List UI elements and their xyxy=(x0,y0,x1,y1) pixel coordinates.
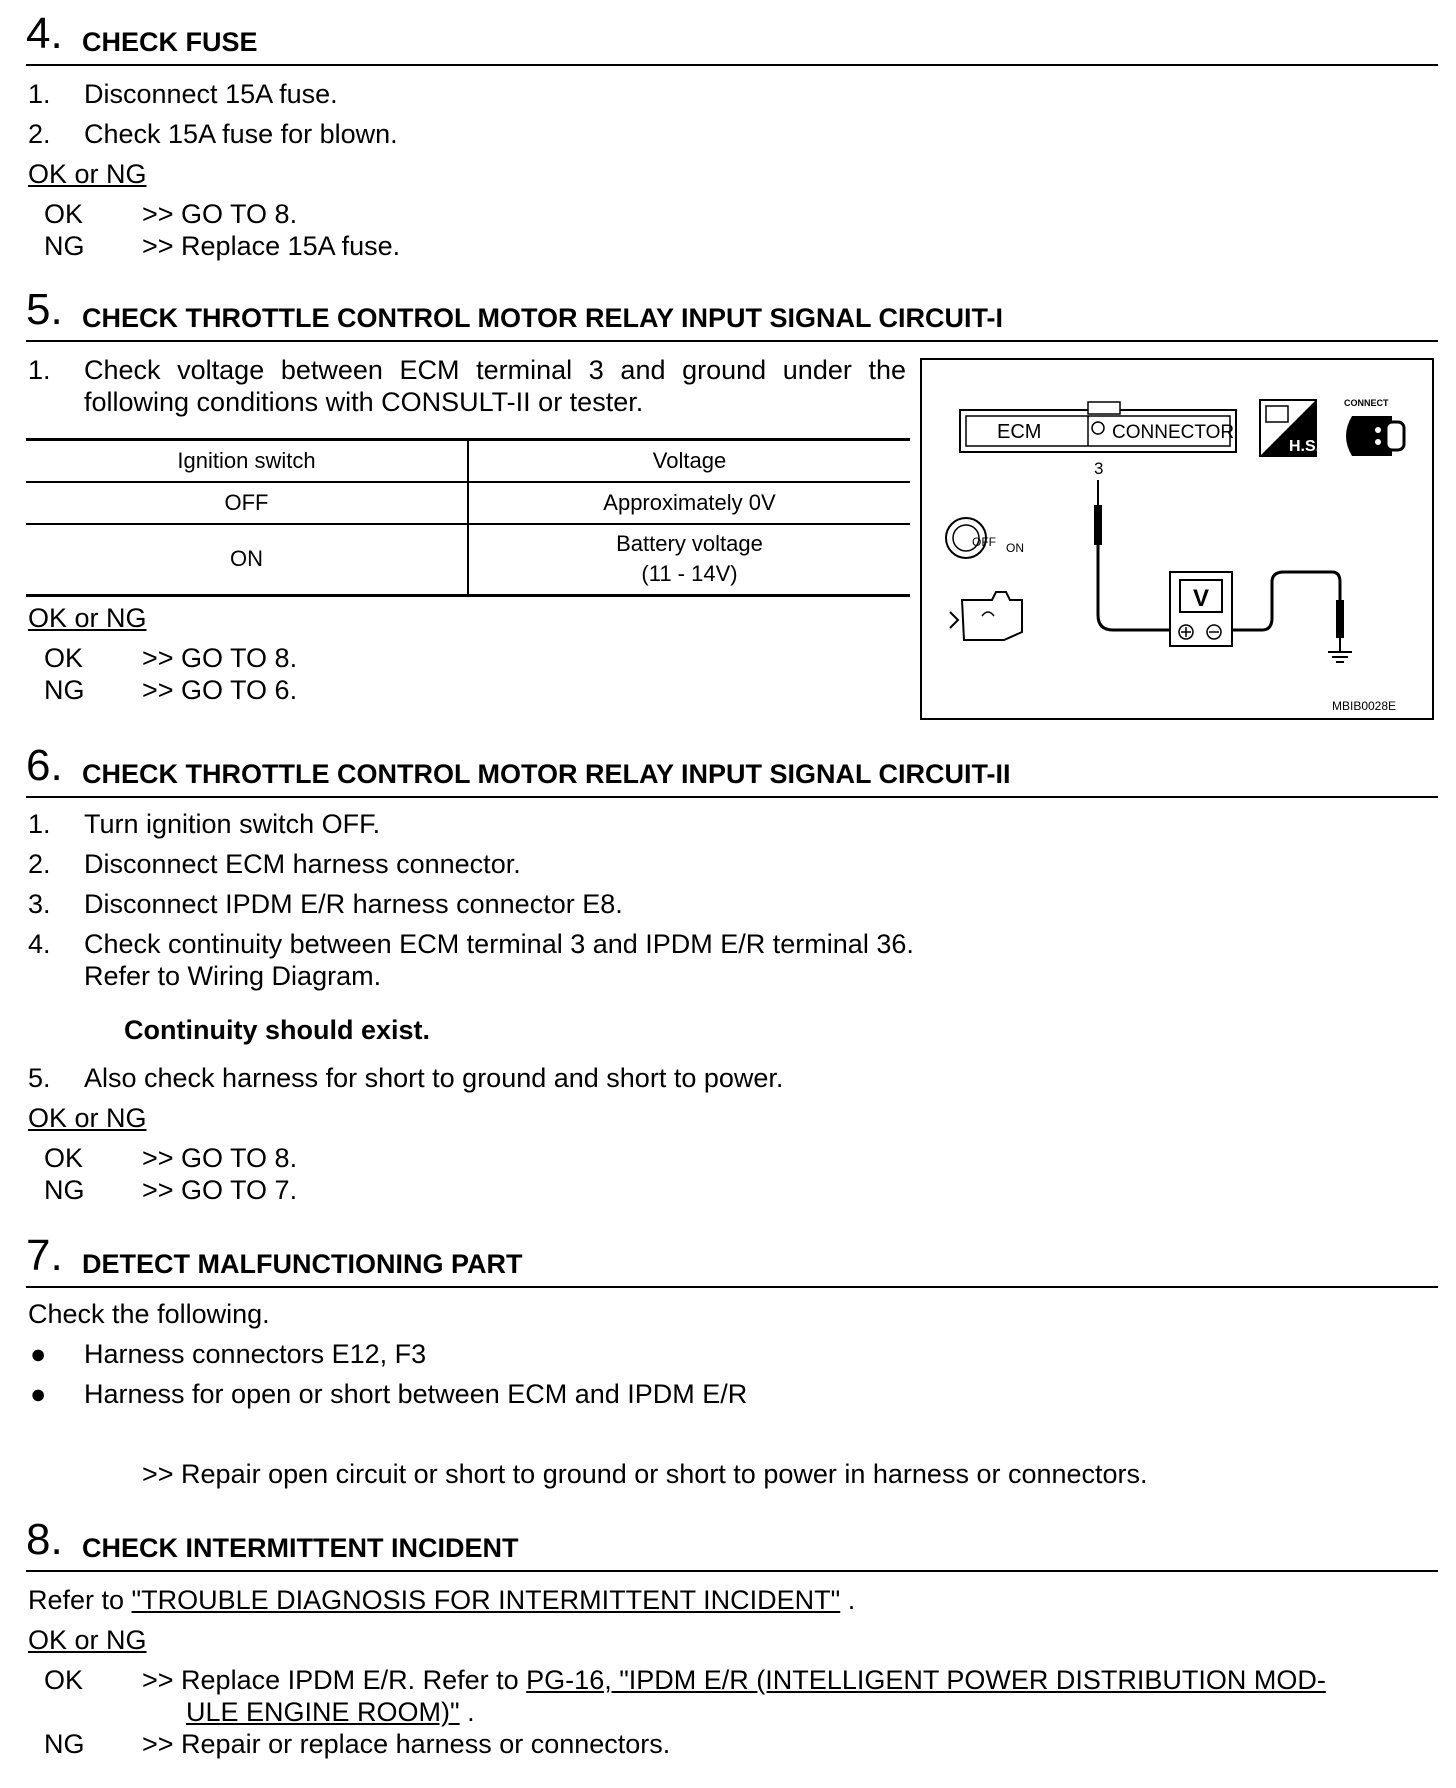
table-cell-line: (11 - 14V) xyxy=(641,561,738,587)
off-label: OFF xyxy=(972,535,996,549)
result-key: OK xyxy=(44,1665,84,1695)
step-text-continued: Refer to Wiring Diagram. xyxy=(84,961,382,991)
section-7-header xyxy=(26,1231,1438,1288)
ok-prefix: >> Replace IPDM E/R. Refer to xyxy=(142,1665,527,1695)
section-number: 4. xyxy=(26,9,63,58)
step-number: 5. xyxy=(28,1063,51,1093)
result-action xyxy=(142,1664,1326,1696)
table-cell xyxy=(468,524,910,596)
ground-probe xyxy=(1336,600,1344,638)
engine-icon-fan xyxy=(950,612,958,628)
step-number: 3. xyxy=(28,889,51,919)
circuit-diagram xyxy=(920,358,1434,720)
result-action: >> GO TO 6. xyxy=(142,675,298,705)
ecm-label: ECM xyxy=(997,421,1042,443)
step-text: Check voltage between ECM terminal 3 and ground under the xyxy=(84,355,906,385)
voltmeter-label: V xyxy=(1192,585,1210,612)
step-text: Turn ignition switch OFF. xyxy=(84,809,381,839)
step-text: Check 15A fuse for blown. xyxy=(84,119,398,149)
section-title: DETECT MALFUNCTIONING PART xyxy=(82,1249,523,1279)
bullet-text: Harness connectors E12, F3 xyxy=(84,1339,427,1369)
hs-label: H.S. xyxy=(1289,438,1321,455)
result-key: OK xyxy=(44,643,84,673)
connector-label: CONNECTOR xyxy=(1112,422,1235,443)
section-5-header xyxy=(26,285,1438,342)
figure-code: MBIB0028E xyxy=(1332,699,1397,713)
pg16-link-continued[interactable]: ULE ENGINE ROOM)" xyxy=(186,1697,460,1727)
table-cell: Approximately 0V xyxy=(468,482,910,524)
result-key: OK xyxy=(44,199,84,229)
ok-or-ng-heading: OK or NG xyxy=(28,1625,147,1655)
connect-icon-pin xyxy=(1375,427,1381,433)
step-text: Disconnect IPDM E/R harness connector E8. xyxy=(84,889,623,919)
probe-tip xyxy=(1094,505,1102,545)
section-number: 8. xyxy=(26,1515,63,1564)
connect-icon-pin-2 xyxy=(1375,439,1381,445)
result-action: >> GO TO 7. xyxy=(142,1175,298,1205)
intro-text: Check the following. xyxy=(28,1299,270,1329)
bullet-icon: ● xyxy=(30,1339,47,1369)
table-cell-line: Battery voltage xyxy=(616,531,763,557)
section-title: CHECK THROTTLE CONTROL MOTOR RELAY INPUT SIGNAL CIRCUIT-I xyxy=(82,303,1004,333)
refer-suffix: . xyxy=(840,1585,856,1615)
refer-line xyxy=(28,1584,855,1616)
connect-label: CONNECT xyxy=(1344,398,1389,408)
section-title: CHECK THROTTLE CONTROL MOTOR RELAY INPUT SIGNAL CIRCUIT-II xyxy=(82,759,1011,789)
negative-wire xyxy=(1232,572,1340,630)
table-cell: OFF xyxy=(26,482,468,524)
column-header: Ignition switch xyxy=(177,447,316,473)
connector-latch xyxy=(1088,402,1120,414)
step-number: 4. xyxy=(28,929,51,959)
section-8-header xyxy=(26,1515,1438,1572)
ok-or-ng-heading: OK or NG xyxy=(28,603,147,633)
result-key: NG xyxy=(44,1729,85,1759)
table-row xyxy=(26,524,910,596)
step-number: 1. xyxy=(28,355,51,385)
section-number: 7. xyxy=(26,1231,63,1280)
step-number: 1. xyxy=(28,79,51,109)
terminal-number: 3 xyxy=(1094,459,1104,478)
refer-prefix: Refer to xyxy=(28,1585,132,1615)
bullet-icon: ● xyxy=(30,1379,47,1409)
result-action: >> GO TO 8. xyxy=(142,643,298,673)
step-text: Check continuity between ECM terminal 3 and IPDM E/R terminal 36. xyxy=(84,929,914,959)
result-action: >> Repair open circuit or short to ground or short to power in harness or connectors. xyxy=(142,1459,1148,1489)
result-key: OK xyxy=(44,1143,84,1173)
result-action: >> GO TO 8. xyxy=(142,199,298,229)
ok-or-ng-heading: OK or NG xyxy=(28,1103,147,1133)
step-number: 1. xyxy=(28,809,51,839)
result-action: >> GO TO 8. xyxy=(142,1143,298,1173)
step-text: Disconnect ECM harness connector. xyxy=(84,849,521,879)
section-6-header xyxy=(26,741,1438,798)
table-row xyxy=(26,482,910,524)
voltage-table xyxy=(26,438,910,597)
section-4-header xyxy=(26,9,1438,66)
trouble-diagnosis-link[interactable]: "TROUBLE DIAGNOSIS FOR INTERMITTENT INCIDENT" xyxy=(131,1585,841,1615)
result-key: NG xyxy=(44,1175,85,1205)
table-header-row xyxy=(26,440,910,482)
positive-wire xyxy=(1098,545,1170,630)
bullet-text: Harness for open or short between ECM and IPDM E/R xyxy=(84,1379,748,1409)
section-title: CHECK FUSE xyxy=(82,27,258,57)
section-title: CHECK INTERMITTENT INCIDENT xyxy=(82,1533,519,1563)
result-action: >> Replace 15A fuse. xyxy=(142,231,401,261)
specification: Continuity should exist. xyxy=(124,1015,431,1045)
circuit-diagram-svg xyxy=(922,360,1432,718)
table-cell: ON xyxy=(26,524,468,596)
ok-suffix: . xyxy=(459,1697,475,1727)
result-key: NG xyxy=(44,675,85,705)
step-text: Disconnect 15A fuse. xyxy=(84,79,338,109)
step-text-continued: following conditions with CONSULT-II or tester. xyxy=(84,387,644,417)
column-header: Voltage xyxy=(468,440,910,482)
section-number: 6. xyxy=(26,741,63,790)
engine-icon xyxy=(962,592,1022,640)
engine-icon-detail xyxy=(982,612,994,616)
result-action: >> Repair or replace harness or connectors. xyxy=(142,1729,671,1759)
step-number: 2. xyxy=(28,119,51,149)
step-number: 2. xyxy=(28,849,51,879)
step-text: Also check harness for short to ground and short to power. xyxy=(84,1063,784,1093)
result-key: NG xyxy=(44,231,85,261)
ok-or-ng-heading: OK or NG xyxy=(28,159,147,189)
result-action-continued xyxy=(186,1696,475,1728)
section-number: 5. xyxy=(26,285,63,334)
terminal-pin xyxy=(1092,422,1104,434)
connect-icon-plug xyxy=(1386,422,1404,450)
on-label: ON xyxy=(1006,541,1024,555)
pg16-link[interactable]: PG-16, "IPDM E/R (INTELLIGENT POWER DISTRIBUTION MOD- xyxy=(526,1665,1326,1695)
